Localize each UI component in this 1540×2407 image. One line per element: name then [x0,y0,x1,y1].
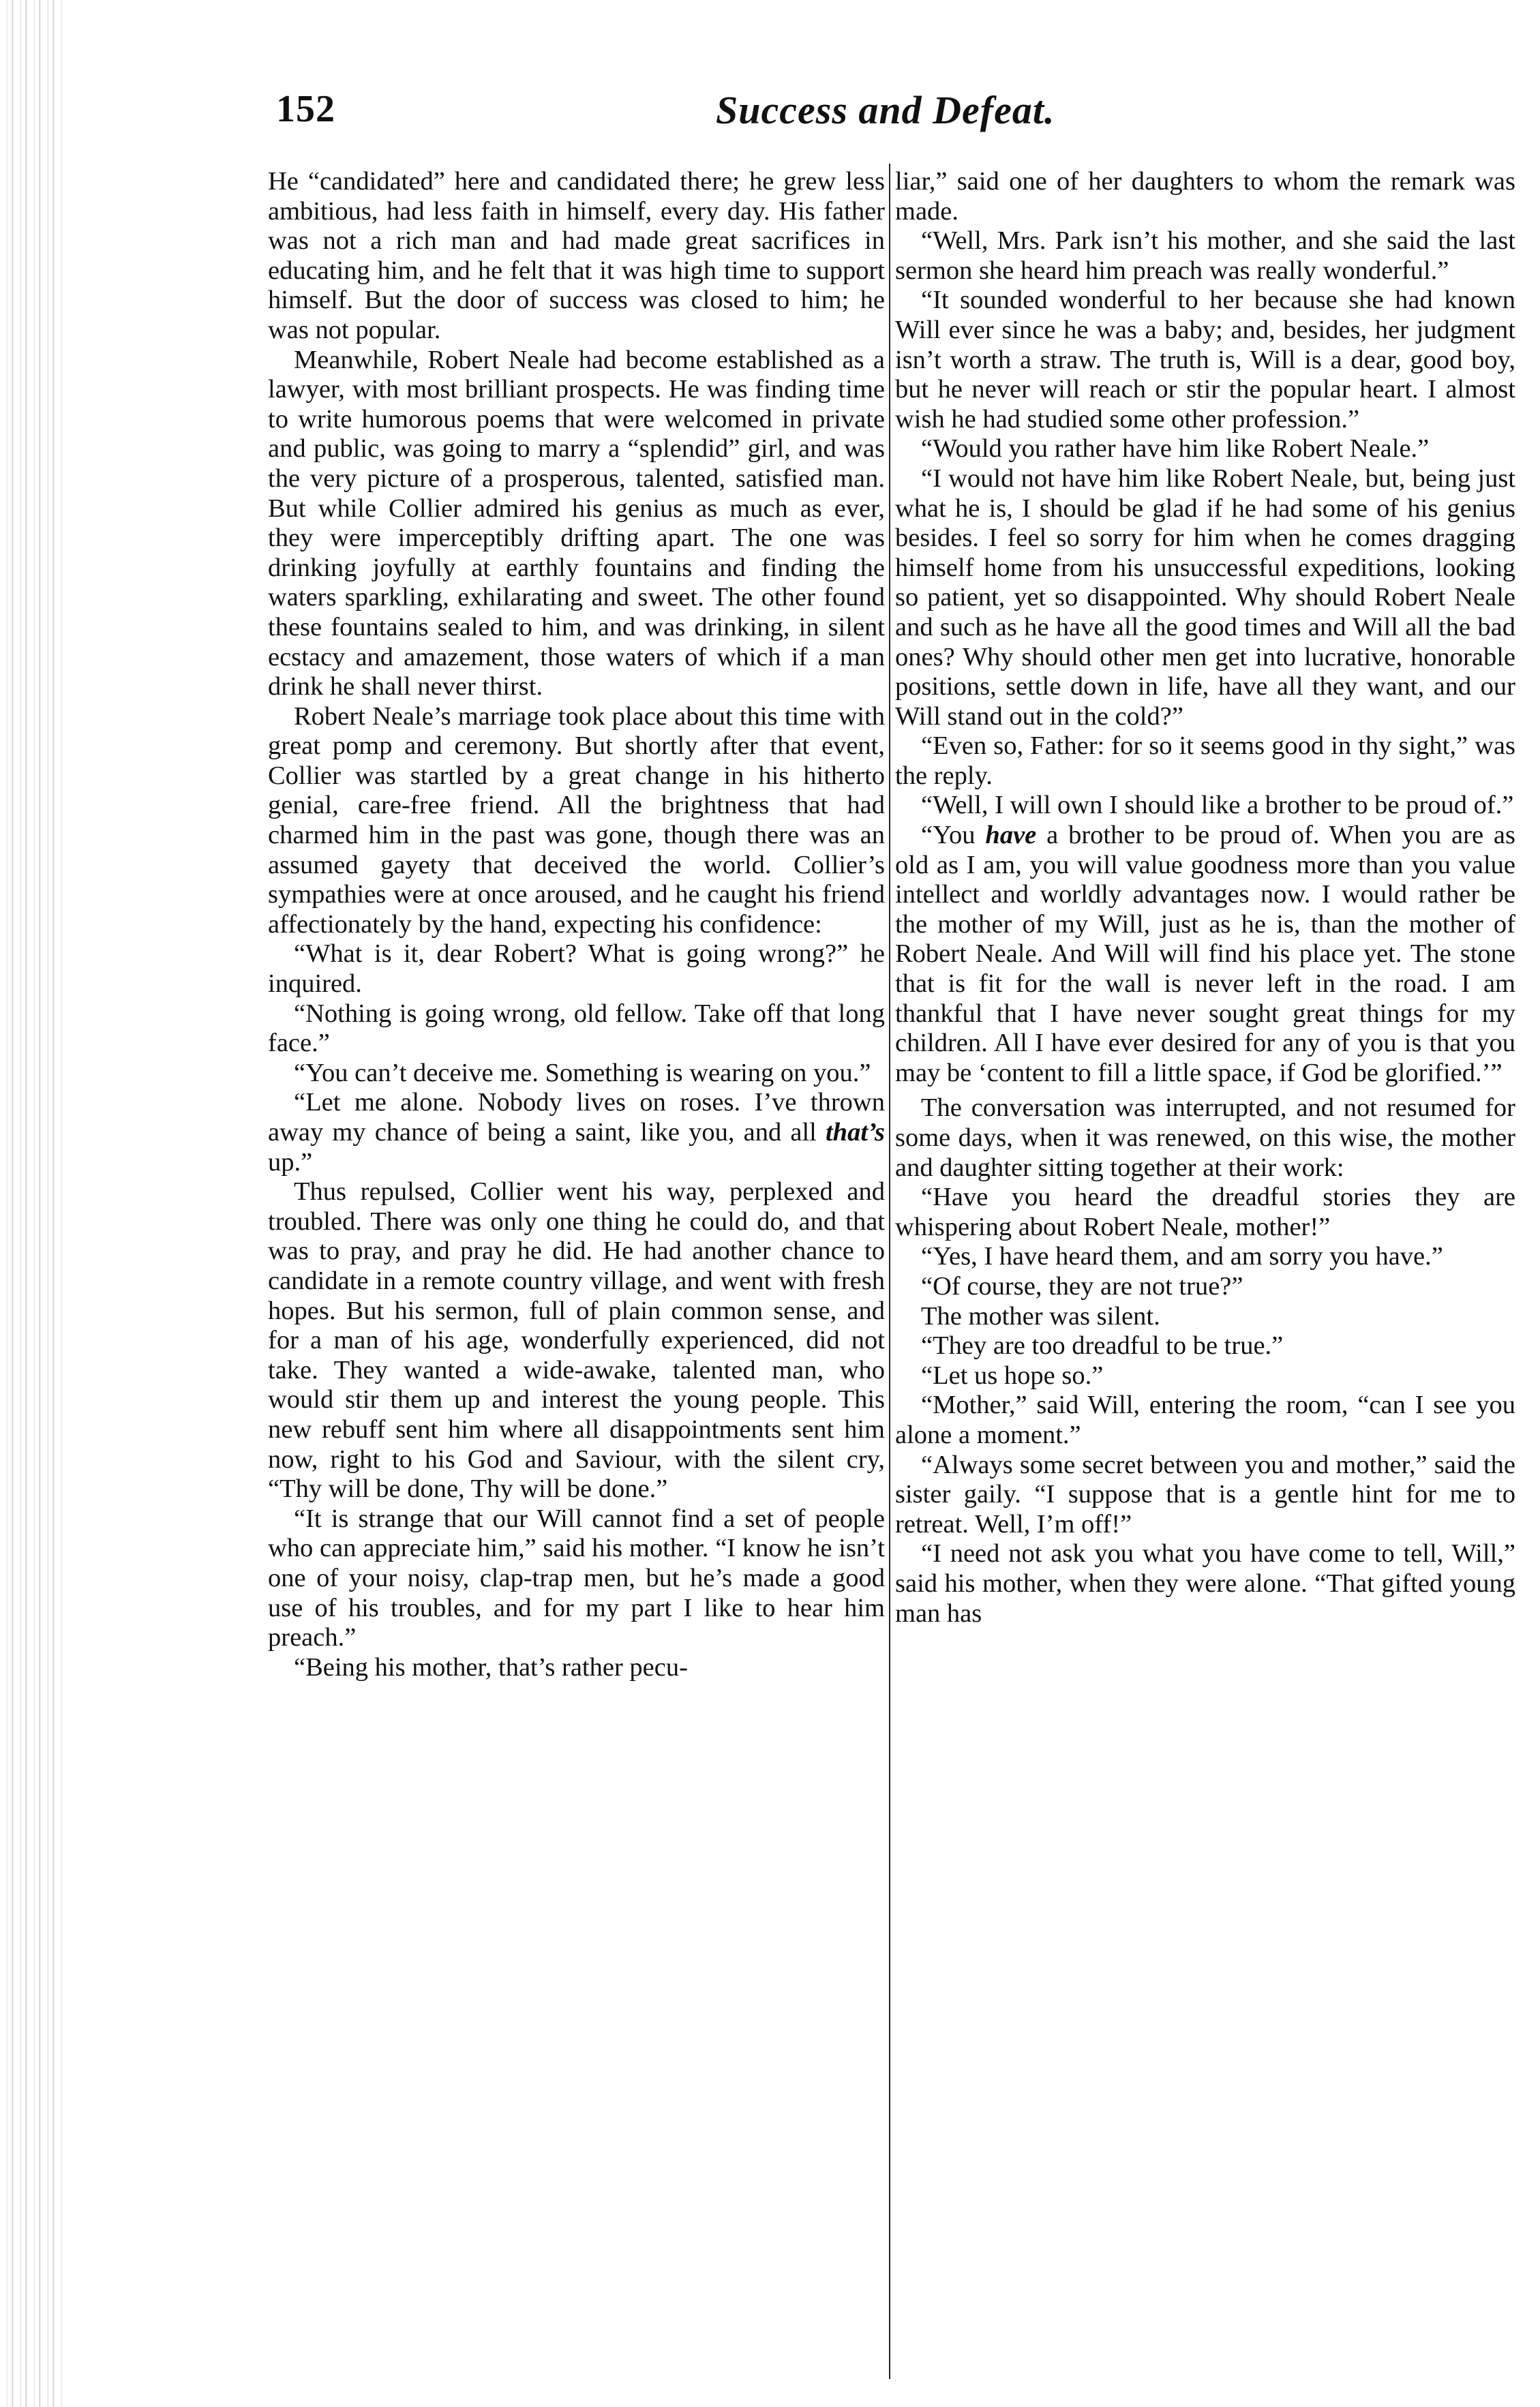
paragraph: Robert Neale’s marriage took place about this time with great pomp and ceremony. But shortly after that event, Collier was startled by a great change in his hitherto genial, care-free friend. All the brightness that had charmed him in the past was gone, though there was an assumed gayety that deceived the world. Collier’s sympathies were at once aroused, and he caught his friend affectionately by the hand, expecting his confidence: [268,701,885,939]
paragraph: The mother was silent. [921,1301,1160,1331]
italic-emphasis: have [985,821,1037,850]
paragraph: Thus repulsed, Collier went his way, perplexed and troubled. There was only one thing he could do, and that was to pray, and pray he did. He had another chance to candidate in a remote country village, and went with fresh hopes. But his sermon, full of plain common sense, and for a man of his age, wonderfully experienced, did not take. They wanted a wide-awake, talented man, who would stir them up and interest the young people. This new rebuff sent him where all disappointments sent him now, right to his God and Saviour, with the silent cry, “Thy will be done, Thy will be done.” [268,1177,885,1504]
paragraph: He “candidated” here and candidated there; he grew less ambitious, had less faith in himself, every day. His father was not a rich man and had made great sacrifices in educating him, and he felt that it was high time to support himself. But the door of success was closed to him; he was not popular. [268,167,885,344]
paragraph: “It sounded wonderful to her because she had known Will ever since he was a baby; and, besides, her judgment isn’t worth a straw. The truth is, Will is a dear, good boy, but he never will reach or stir the popular heart. I almost wish he had studied some other profession.” [895,286,1515,434]
paragraph: “I would not have him like Robert Neale, but, being just what he is, I should be glad if he had some of his genius besides. I feel so sorry for him when he comes dragging himself home from his unsuccessful expeditions, looking so patient, yet so disappointed. Why should Robert Neale and such as he have all the good times and Will all the bad ones? Why should other men get into lucrative, honorable positions, settle down in life, have all they want, and our Will stand out in the cold?” [895,464,1515,731]
paragraph: “You have a brother to be proud of. When you are as old as I am, you will value goodness more than you value intellect and worldly advantages now. I would rather be the mother of my Will, just as he is, than the mother of Robert Neale. And Will will find his place yet. The stone that is fit for the wall is never left in the road. I am thankful that I have never sought great things for my children. All I have ever desired for any of you is that you may be ‘content to fill a little space, if God be glorified.’” [895,821,1515,1087]
paragraph: “It is strange that our Will cannot find a set of people who can appreciate him,” said his mother. “I know he isn’t one of your noisy, clap-trap men, but he’s made a good use of his troubles, and for my part I like to hear him preach.” [268,1504,885,1652]
paragraph: “Being his mother, that’s rather pecu- [294,1652,688,1682]
right-column [895,167,1515,2396]
left-column [268,167,885,2396]
paragraph: “Always some secret between you and mother,” said the sister gaily. “I suppose that is a gentle hint for me to retreat. Well, I’m off!” [895,1450,1515,1539]
paragraph: “Well, I will own I should like a brother to be proud of.” [921,791,1514,820]
paragraph: liar,” said one of her daughters to whom the remark was made. [895,167,1515,226]
paragraph: “You can’t deceive me. Something is wearing on you.” [294,1058,871,1087]
paragraph: Meanwhile, Robert Neale had become established as a lawyer, with most brilliant prospects. He was finding time to write humorous poems that were welcomed in private and public, was going to marry a “splendid” girl, and was the very picture of a prosperous, talented, satisfied man. But while Collier admired his genius as much as ever, they were imperceptibly drifting apart. The one was drinking joyfully at earthly fountains and finding the waters sparkling, exhilarating and sweet. The other found these fountains sealed to him, and was drinking, in silent ecstacy and amazement, those waters of which if a man drink he shall never thirst. [268,345,885,701]
italic-emphasis: that’s [825,1118,885,1147]
running-title: Success and Defeat. [716,88,1055,132]
paragraph: “Let me alone. Nobody lives on roses. I’ve thrown away my chance of being a saint, like you, and all that’s up.” [268,1088,885,1177]
paragraph: “Would you rather have him like Robert Neale.” [921,434,1430,464]
column-divider [889,164,890,2379]
paragraph: “Yes, I have heard them, and am sorry you have.” [921,1242,1443,1271]
paragraph: “Even so, Father: for so it seems good in thy sight,” was the reply. [895,731,1515,790]
paragraph: “Of course, they are not true?” [921,1271,1243,1301]
paragraph: “I need not ask you what you have come to tell, Will,” said his mother, when they were alone. “That gifted young man has [895,1539,1515,1628]
paragraph: The conversation was interrupted, and not resumed for some days, when it was renewed, on this wise, the mother and daughter sitting together at their work: [895,1093,1515,1182]
page-number: 152 [276,88,335,130]
paragraph: “Let us hope so.” [921,1361,1104,1390]
paragraph: “What is it, dear Robert? What is going wrong?” he inquired. [268,939,885,999]
paragraph: “They are too dreadful to be true.” [921,1331,1284,1361]
binding-gutter-shadow [0,0,65,2407]
paragraph: “Mother,” said Will, entering the room, “can I see you alone a moment.” [895,1391,1515,1449]
paragraph: “Well, Mrs. Park isn’t his mother, and she said the last sermon she heard him preach was really wonderful.” [895,226,1515,285]
paragraph: “Nothing is going wrong, old fellow. Take off that long face.” [268,999,885,1058]
paragraph: “Have you heard the dreadful stories they are whispering about Robert Neale, mother!” [895,1183,1515,1241]
